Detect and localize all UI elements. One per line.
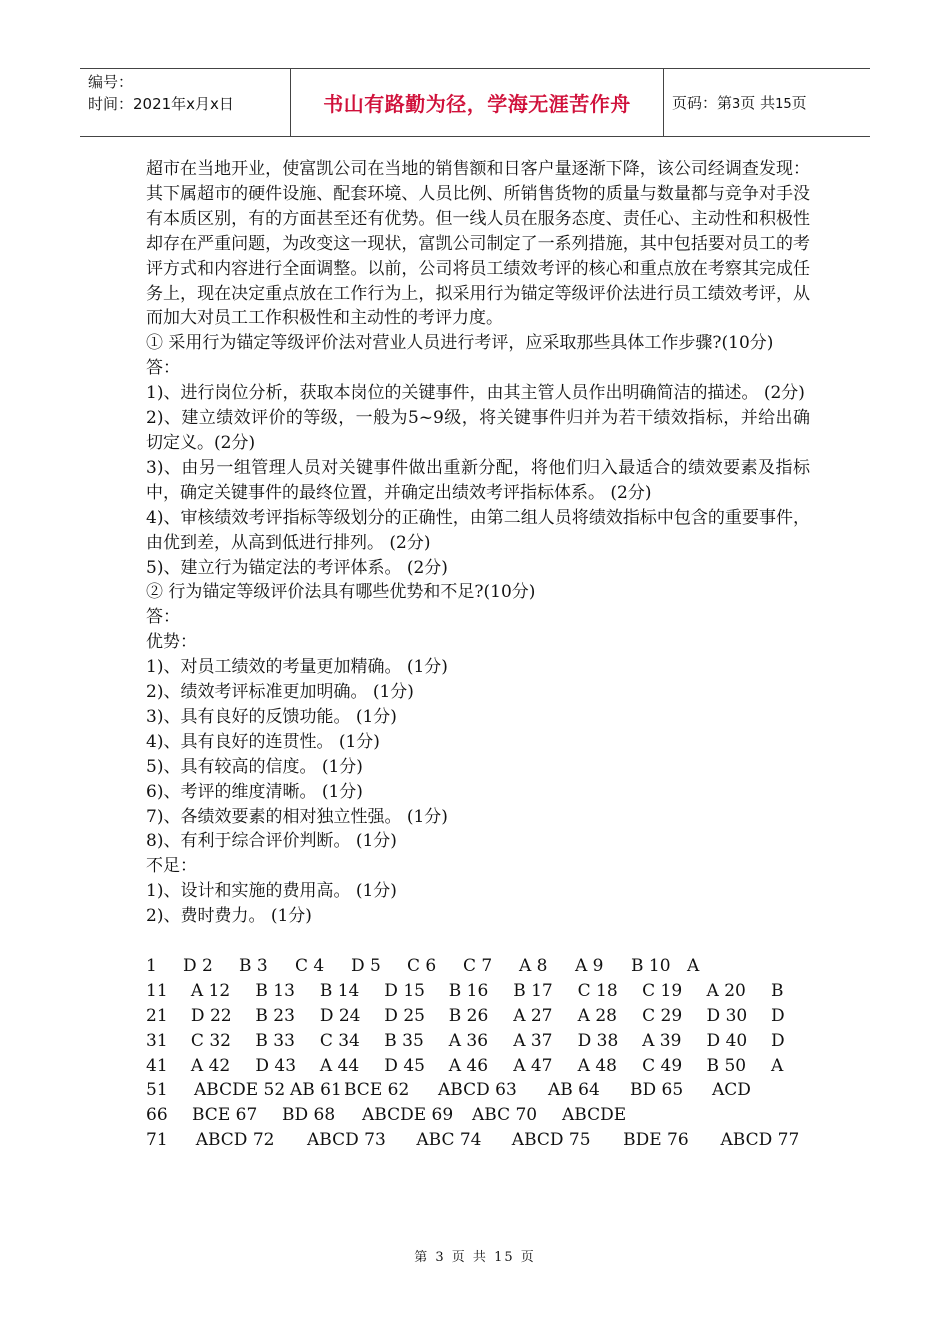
advantage-item: 2)、绩效考评标准更加明确。 (1分) [146,682,414,703]
answer-key-cell: B 13 [255,980,295,1001]
answer-key-cell: BD 65 [630,1080,684,1101]
footer-prefix: 第 [414,1250,430,1265]
answer-key-row-start: 41 [146,1055,168,1076]
page-current: 3 [732,97,741,112]
answer-key [146,954,810,1153]
answer-key-cell: C 7 [463,955,493,976]
answer-key-row [146,1004,810,1029]
question-1: ① 采用行为锚定等级评价法对营业人员进行考评，应采取那些具体工作步骤?(10分) [146,333,774,354]
answer-key-cell: D 2 [183,955,213,976]
answer-key-cell: D [771,1005,785,1026]
advantage-item: 7)、各绩效要素的相对独立性强。 (1分) [146,806,448,827]
answer-key-cell: C 18 [577,980,618,1001]
answer-key-row [146,1029,810,1054]
answer-key-row-start: 11 [146,980,168,1001]
answer-key-cell: A 48 [577,1055,617,1076]
answer-key-cell: ACD [712,1080,751,1101]
advantage-item: 4)、具有良好的连贯性。 (1分) [146,731,380,752]
answer-key-cell: B [771,980,784,1001]
answer-key-cell: C 29 [642,1005,683,1026]
answer-key-cell: A 9 [575,955,604,976]
answer-key-cell: A 8 [519,955,548,976]
advantage-item: 8)、有利于综合评价判断。 (1分) [146,831,397,852]
answer-key-cell: BDE 76 [623,1130,689,1151]
answer-key-cell: A 42 [190,1055,231,1076]
answer-key-cell: A 36 [448,1030,489,1051]
q1-step: 1)、进行岗位分析，获取本岗位的关键事件，由其主管人员作出明确简洁的描述。 (2分) [146,383,805,404]
answer-key-cell: D 40 [706,1030,748,1051]
answer-key-cell: BD 68 [282,1105,336,1126]
header-page-info [664,69,870,136]
advantages-label: 优势： [146,632,197,653]
answer-key-cell: ABCDE 52 [194,1080,286,1101]
advantage-item: 5)、具有较高的信度。 (1分) [146,756,363,777]
answer-key-cell: A 20 [706,980,746,1001]
answer-key-cell: D 43 [255,1055,297,1076]
answer-key-cell: C 19 [642,980,683,1001]
footer-suffix: 页 [520,1250,536,1265]
answer-key-row-start: 1 [146,955,157,976]
answer-key-cell: A 47 [513,1055,553,1076]
answer-key-cell: B 35 [384,1030,424,1051]
answer-key-cell: ABCD 73 [307,1130,386,1151]
answer-key-cell: C 32 [190,1030,231,1051]
answer-key-cell: C 6 [407,955,437,976]
answer-key-row [146,954,810,979]
answer-key-cell: B 50 [706,1055,747,1076]
footer-current: 3 [435,1250,446,1265]
answer-key-cell: A 37 [513,1030,553,1051]
answer-key-row-start: 66 [146,1105,168,1126]
advantage-item: 1)、对员工绩效的考量更加精确。 (1分) [146,657,448,678]
doc-code-label: 编号： [88,73,134,91]
answer-key-cell: D 25 [384,1005,425,1026]
disadvantage-item: 2)、费时费力。 (1分) [146,906,312,927]
answer-key-cell: D 24 [319,1005,361,1026]
answer-key-cell: C 49 [642,1055,683,1076]
answer-key-cell: ABC 70 [472,1105,538,1126]
answer-key-cell: ABCD 63 [438,1080,517,1101]
answer-key-cell: B 16 [448,980,489,1001]
answer-key-cell: B 3 [239,955,268,976]
answer-key-cell: A [687,955,700,976]
q1-step: 5)、建立行为锚定法的考评体系。 (2分) [146,557,448,578]
answer-key-row [146,979,810,1004]
header-meta [80,69,291,136]
answer-key-cell: AB 64 [548,1080,600,1101]
case-intro: 超市在当地开业，使富凯公司在当地的销售额和日客户量逐渐下降，该公司经调查发现：其下属超市的硬件设施、配套环境、人员比例、所销售货物的质量与数量都与竞争对手没有本质区别，有的方面甚至还有优势。但一线人员在服务态度、责任心、主动性和积极性却存在严重问题，为改变这一现状，富凯公司制定了一系列措施，其中包括要对员工的考评方式和内容进行全面调整。以前，公司将员工绩效考评的核心和重点放在考察其完成任务上，现在决定重点放在工作行为上，拟采用行为锚定等级评价法进行员工绩效考评，从而加大对员工工作积极性和主动性的考评力度。 [146,159,810,329]
answer-key-cell: C 4 [295,955,325,976]
answer-key-row-start: 51 [146,1080,168,1101]
answer-key-cell: ABCDE 69 [362,1105,454,1126]
answer-key-cell: D 30 [706,1005,748,1026]
answer-key-cell: BCE 62 [344,1080,410,1101]
header-motto-cell [291,69,664,136]
footer-total: 15 [494,1250,515,1265]
answer-key-row [146,1078,810,1103]
disadvantages-label: 不足： [146,856,197,877]
answer-key-cell: B 17 [513,980,553,1001]
answer-key-cell: B 33 [255,1030,295,1051]
answer-label-1: 答： [146,358,180,379]
answer-label-2: 答： [146,607,180,628]
advantage-item: 6)、考评的维度清晰。 (1分) [146,781,363,802]
answer-key-cell: D 15 [384,980,425,1001]
answer-key-cell: ABCD 72 [195,1130,275,1151]
answer-key-cell: ABCD 77 [720,1130,800,1151]
page-total: 15 [775,97,792,112]
answer-key-cell: AB 61 [290,1080,342,1101]
answer-key-row-start: 21 [146,1005,168,1026]
answer-key-cell: A 28 [577,1005,617,1026]
doc-date-label: 时间：2021年x月x日 [88,95,234,113]
answer-key-cell: A 44 [319,1055,360,1076]
answer-key-row [146,1103,810,1128]
advantage-item: 3)、具有良好的反馈功能。 (1分) [146,706,397,727]
answer-key-cell: D [771,1030,785,1051]
answer-key-cell: D 22 [190,1005,232,1026]
answer-key-cell: A 12 [190,980,231,1001]
disadvantage-item: 1)、设计和实施的费用高。 (1分) [146,881,397,902]
footer-mid: 页 共 [451,1250,488,1265]
page-footer [0,1246,950,1265]
answer-key-cell: A 46 [448,1055,489,1076]
page-label: 页码：第 [672,94,733,112]
answer-key-cell: B 23 [255,1005,295,1026]
answer-key-row-start: 31 [146,1030,168,1051]
q1-step: 4)、审核绩效考评指标等级划分的正确性，由第二组人员将绩效指标中包含的重要事件，由优到差，从高到低进行排列。 (2分) [146,507,810,553]
page-end: 页 [791,94,807,112]
answer-key-cell: D 5 [351,955,381,976]
q1-step: 2)、建立绩效评价的等级，一般为5~9级，将关键事件归并为若干绩效指标，并给出确切定义。(2分) [146,408,810,453]
answer-key-cell: B 10 [631,955,671,976]
answer-key-cell: C 34 [319,1030,360,1051]
answer-key-cell: ABCD 75 [511,1130,591,1151]
page-mid: 页 共 [740,94,776,112]
answer-key-cell: A 39 [642,1030,682,1051]
q1-step: 3)、由另一组管理人员对关键事件做出重新分配，将他们归入最适合的绩效要素及指标中，确定关键事件的最终位置，并确定出绩效考评指标体系。 (2分) [146,457,810,503]
spacer [146,929,810,954]
answer-key-cell: ABCDE [562,1105,627,1126]
answer-key-row [146,1128,810,1153]
document-body [146,157,810,1153]
answer-key-row [146,1054,810,1079]
answer-key-cell: ABC 74 [416,1130,482,1151]
page-header [80,68,870,137]
header-motto: 书山有路勤为径，学海无涯苦作舟 [323,92,631,116]
answer-key-cell: A [771,1055,784,1076]
answer-key-cell: D 45 [384,1055,425,1076]
answer-key-row-start: 71 [146,1130,168,1151]
question-2: ② 行为锚定等级评价法具有哪些优势和不足?(10分) [146,582,536,603]
answer-key-cell: B 26 [448,1005,489,1026]
answer-key-cell: A 27 [513,1005,553,1026]
answer-key-cell: D 38 [577,1030,619,1051]
answer-key-cell: BCE 67 [192,1105,258,1126]
answer-key-cell: B 14 [319,980,360,1001]
